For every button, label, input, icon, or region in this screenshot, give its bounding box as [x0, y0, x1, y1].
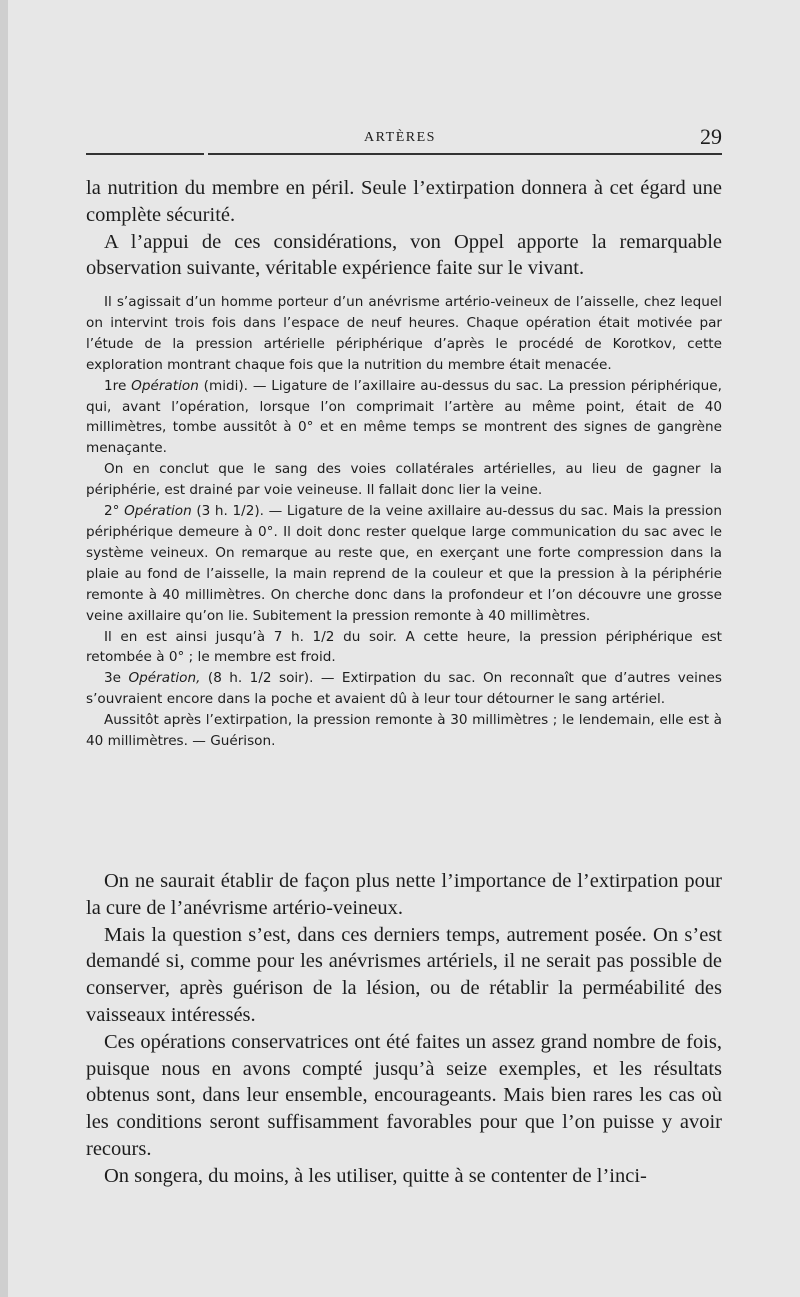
paragraph-question: Mais la question s’est, dans ces derniers temps, autrement posée. On s’est demandé si, comme pour les anévrismes artériels, il ne serait pas possible de conserver, après guérison de la lésion, ou de rétablir la perméabilité des vaisseaux intéressés. — [86, 923, 722, 1026]
operation-3-label: Opération, — [128, 670, 201, 687]
observation-block — [86, 292, 722, 752]
operation-2-number: 2° — [104, 503, 120, 520]
operation-3-followup: Aussitôt après l’extirpation, la pression remonte à 30 millimètres ; le lendemain, elle est à 40 millimètres. — Guérison. — [86, 712, 722, 750]
operation-2-label: Opération — [124, 503, 192, 520]
operation-1-label: Opération — [131, 377, 199, 394]
operation-2-time: (3 h. 1/2). — [196, 503, 264, 520]
paragraph-continuation: la nutrition du membre en péril. Seule l’extirpation donnera à cet égard une complète sécurité. — [86, 177, 722, 226]
paragraph-conservative-operations: Ces opérations conservatrices ont été faites un assez grand nombre de fois, puisque nous en avons compté jusqu’à seize exemples, et les résultats obtenus sont, dans leur ensemble, encourageants. Mais bien rares les cas où les conditions seront suffisamment favorables pour que l’on puisse y avoir recours. — [86, 1030, 722, 1160]
observation-intro: Il s’agissait d’un homme porteur d’un anévrisme artério-veineux de l’aisselle, chez lequel on intervint trois fois dans l’espace de neuf heures. Chaque opération était motivée par l’étude de la pression artérielle périphérique d’après le procédé de Korotkov, cette exploration montrant chaque fois que la nutrition du membre était menacée. — [86, 294, 722, 373]
operation-3-number: 3e — [104, 670, 122, 687]
operation-2-text: — Ligature de la veine axillaire au-dessus du sac. Mais la pression périphérique demeure à 0°. Il doit donc rester quelque large communication du sac avec le système veineux. On remarque au reste que, en exerçant une forte compression dans la plaie au fond de l’aisselle, la main reprend de la couleur et que la pression à la périphérie remonte à 40 millimètres. On cherche donc dans la profondeur et l’on découvre une grosse veine axillaire qu’on lie. Subitement la pression remonte à 40 millimètres. — [86, 503, 722, 624]
bottom-paragraphs — [86, 868, 722, 1190]
operation-1 — [86, 376, 722, 460]
operation-1-text: — Ligature de l’axillaire au-dessus du sac. La pression périphérique, qui, avant l’opération, lorsque l’on comprimait l’artère au même point, était de 40 millimètres, tombe aussitôt à 0° et en même temps se montrent des signes de gangrène menaçante. — [86, 377, 722, 457]
paragraph-continuation-end: On songera, du moins, à les utiliser, quitte à se contenter de l’inci- — [104, 1164, 647, 1187]
operation-1-followup: On en conclut que le sang des voies collatérales artérielles, au lieu de gagner la périphérie, est drainé par voie veineuse. Il fallait donc lier la veine. — [86, 461, 722, 499]
top-paragraphs — [86, 175, 722, 282]
header-rule-right — [208, 153, 722, 155]
header-rule-left — [86, 153, 204, 155]
paragraph-von-oppel: A l’appui de ces considérations, von Oppel apporte la remarquable observation suivante, véritable expérience faite sur le vivant. — [86, 230, 722, 280]
operation-1-time: (midi). — [203, 377, 249, 394]
paragraph-importance: On ne saurait établir de façon plus nette l’importance de l’extirpation pour la cure de l’anévrisme artério-veineux. — [86, 870, 722, 919]
operation-3 — [86, 668, 722, 710]
operation-3-time: (8 h. 1/2 soir). — [207, 670, 314, 687]
operation-1-number: 1re — [104, 377, 127, 394]
page-edge-shadow — [0, 0, 8, 1297]
operation-3-text: — Extirpation du sac. On reconnaît que d’autres veines s’ouvraient encore dans la poche et avaient dû à leur tour détourner le sang artériel. — [86, 670, 723, 708]
page-number: 29 — [700, 124, 722, 149]
operation-2-followup: Il en est ainsi jusqu’à 7 h. 1/2 du soir. A cette heure, la pression périphérique est retombée à 0° ; le membre est froid. — [86, 628, 722, 666]
operation-2 — [86, 501, 722, 626]
running-header-title: ARTÈRES — [364, 130, 436, 145]
